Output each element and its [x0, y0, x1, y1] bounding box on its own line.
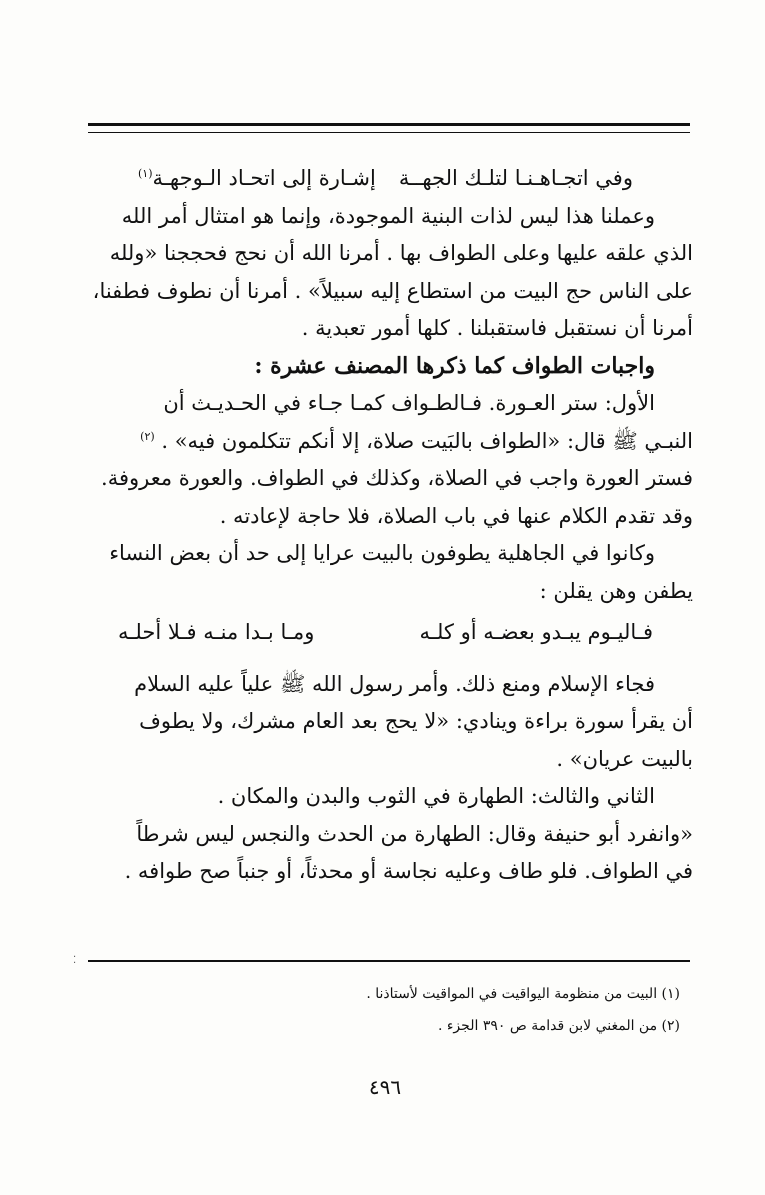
hanifa-line: في الطواف. فلو طاف وعليه نجاسة أو محدثاً، أو جنباً صح طوافه .	[124, 859, 693, 883]
footnote-ref-2: (٢)	[140, 429, 155, 443]
main-text	[78, 160, 693, 891]
footnote-ref-1: (١)	[138, 167, 153, 180]
margin-mark: ⁚	[73, 955, 77, 966]
footnote-separator	[88, 960, 690, 962]
verse-first-hemistich: وفي اتجـاهـنـا لتلـك الجهــة	[398, 166, 633, 190]
paragraph-line: أمرنا أن نستقبل فاستقبلنا . كلها أمور تعبدية .	[301, 316, 693, 340]
page-number: ٤٩٦	[368, 1075, 402, 1099]
footnotes	[300, 978, 680, 1042]
obligation-line: الأول: ستر العـورة. فـالطـواف كمـا جـاء في الحـديـث أن	[163, 391, 655, 415]
poem-verse	[78, 614, 693, 652]
poem-second-hemistich: ومـا بـدا منـه فـلا أحلـه	[118, 620, 315, 644]
obligation-line: وقد تقدم الكلام عنها في باب الصلاة، فلا حاجة لإعادته .	[219, 503, 693, 528]
obligation-line: النبـي ﷺ قال: «الطواف بالبَيت صلاة، إلا أنكم تتكلمون فيه» . $^{(٢)}$	[140, 428, 693, 453]
header-rule-thin	[88, 132, 690, 133]
hanifa-line: «وانفرد أبو حنيفة وقال: الطهارة من الحدث والنجس ليس شرطاً	[136, 821, 693, 846]
second-third-line: الثاني والثالث: الطهارة في الثوب والبدن والمكان .	[217, 784, 655, 808]
jahiliyya-line: وكانوا في الجاهلية يطوفون بالبيت عرايا إلى حد أن بعض النساء	[109, 541, 655, 565]
jahiliyya-line: يطفن وهن يقلن :	[539, 578, 693, 603]
header-rule-thick	[88, 123, 690, 126]
islam-line: فجاء الإسلام ومنع ذلك. وأمر رسول الله ﷺ علياً عليه السلام	[134, 671, 655, 696]
paragraph-line: الذي علقه عليها وعلى الطواف بها . أمرنا الله أن نحج فحججنا «ولله	[109, 241, 693, 265]
islam-line: بالبيت عريان» .	[556, 746, 693, 771]
opening-verse	[78, 160, 693, 198]
footnote-2: (٢) من المغني لابن قدامة ص ٣٩٠ الجزء .	[437, 1018, 680, 1034]
poem-first-hemistich: فـاليـوم يبـدو بعضـه أو كلـه	[419, 620, 653, 644]
obligation-line: فستر العورة واجب في الصلاة، وكذلك في الطواف. والعورة معروفة.	[101, 466, 693, 490]
paragraph-line: وعملنا هذا ليس لذات البنية الموجودة، وإنما هو امتثال أمر الله	[121, 203, 655, 228]
islam-line: أن يقرأ سورة براءة وينادي: «لا يحج بعد العام مشرك، ولا يطوف	[139, 709, 693, 733]
paragraph-line: على الناس حج البيت من استطاع إليه سبيلاً» . أمرنا أن نطوف فطفنا،	[92, 278, 693, 303]
verse-second-hemistich: إشـارة إلى اتحـاد الـوجهـة$^{(١)}$	[138, 166, 376, 190]
footnote-1: (١) البيت من منظومة اليواقيت في المواقيت لأستاذنا .	[366, 986, 680, 1002]
section-heading: واجبات الطواف كما ذكرها المصنف عشرة :	[254, 352, 655, 379]
